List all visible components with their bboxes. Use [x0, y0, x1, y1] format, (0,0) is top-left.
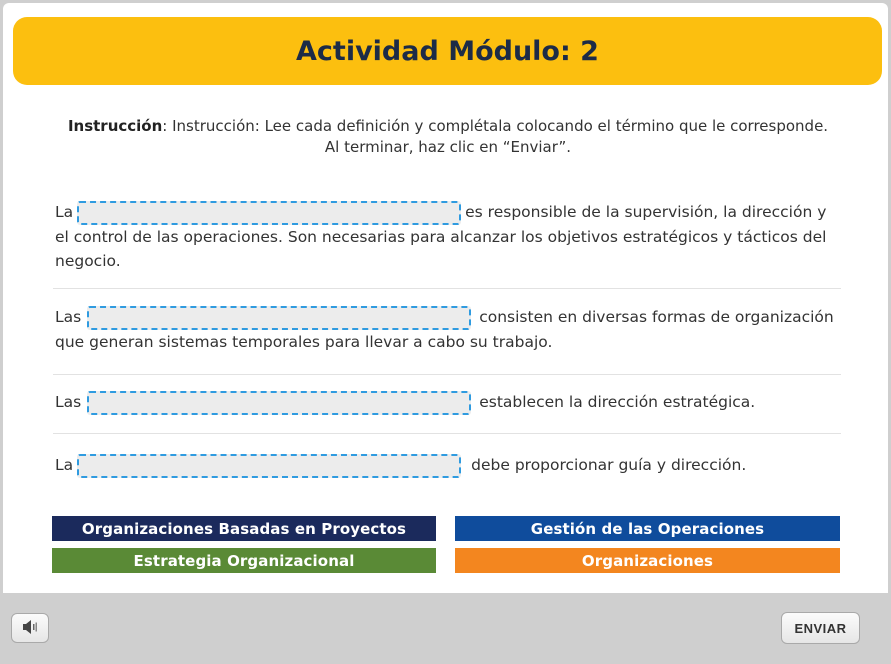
question-1-before: La	[55, 203, 74, 221]
player-footer	[0, 596, 891, 664]
drop-target-1[interactable]	[77, 201, 461, 225]
term-organizaciones[interactable]: Organizaciones	[455, 548, 840, 573]
instruction-label: Instrucción	[67, 117, 163, 135]
audio-button[interactable]	[11, 613, 49, 643]
term-organizaciones-basadas-en-proyectos[interactable]: Organizaciones Basadas en Proyectos	[52, 516, 436, 541]
question-4-before: La	[55, 456, 74, 474]
question-2	[55, 305, 842, 354]
term-estrategia-organizacional[interactable]: Estrategia Organizacional	[52, 548, 436, 573]
term-gestion-de-las-operaciones[interactable]: Gestión de las Operaciones	[455, 516, 840, 541]
question-2-after: consisten en diversas formas de organización que generan sistemas temporales para llevar a cabo su trabajo.	[55, 308, 834, 351]
instruction	[63, 116, 833, 158]
drop-target-2[interactable]	[87, 306, 471, 330]
question-3-before: Las	[55, 393, 82, 411]
question-2-before: Las	[55, 308, 82, 326]
divider	[53, 288, 841, 289]
page-title: Actividad Módulo: 2	[296, 35, 599, 67]
divider	[53, 374, 841, 375]
slide-area	[3, 3, 888, 593]
question-3	[55, 390, 842, 415]
question-4-after: debe proporcionar guía y dirección.	[471, 456, 747, 474]
drop-target-3[interactable]	[87, 391, 471, 415]
drop-target-4[interactable]	[77, 454, 461, 478]
question-4	[55, 453, 842, 478]
question-1-after: es responsible de la supervisión, la dirección y el control de las operaciones. Son necesarias para alcanzar los objetivos estratégicos y tácticos del negocio.	[55, 203, 827, 270]
send-button[interactable]: ENVIAR	[781, 612, 860, 644]
question-3-after: establecen la dirección estratégica.	[479, 393, 756, 411]
question-1	[55, 200, 842, 273]
speaker-icon	[22, 619, 38, 638]
divider	[53, 433, 841, 434]
title-bar	[13, 17, 882, 85]
instruction-text: : Instrucción: Lee cada definición y complétala colocando el término que le corresponde. Al terminar, haz clic en “Enviar”.	[162, 117, 829, 156]
